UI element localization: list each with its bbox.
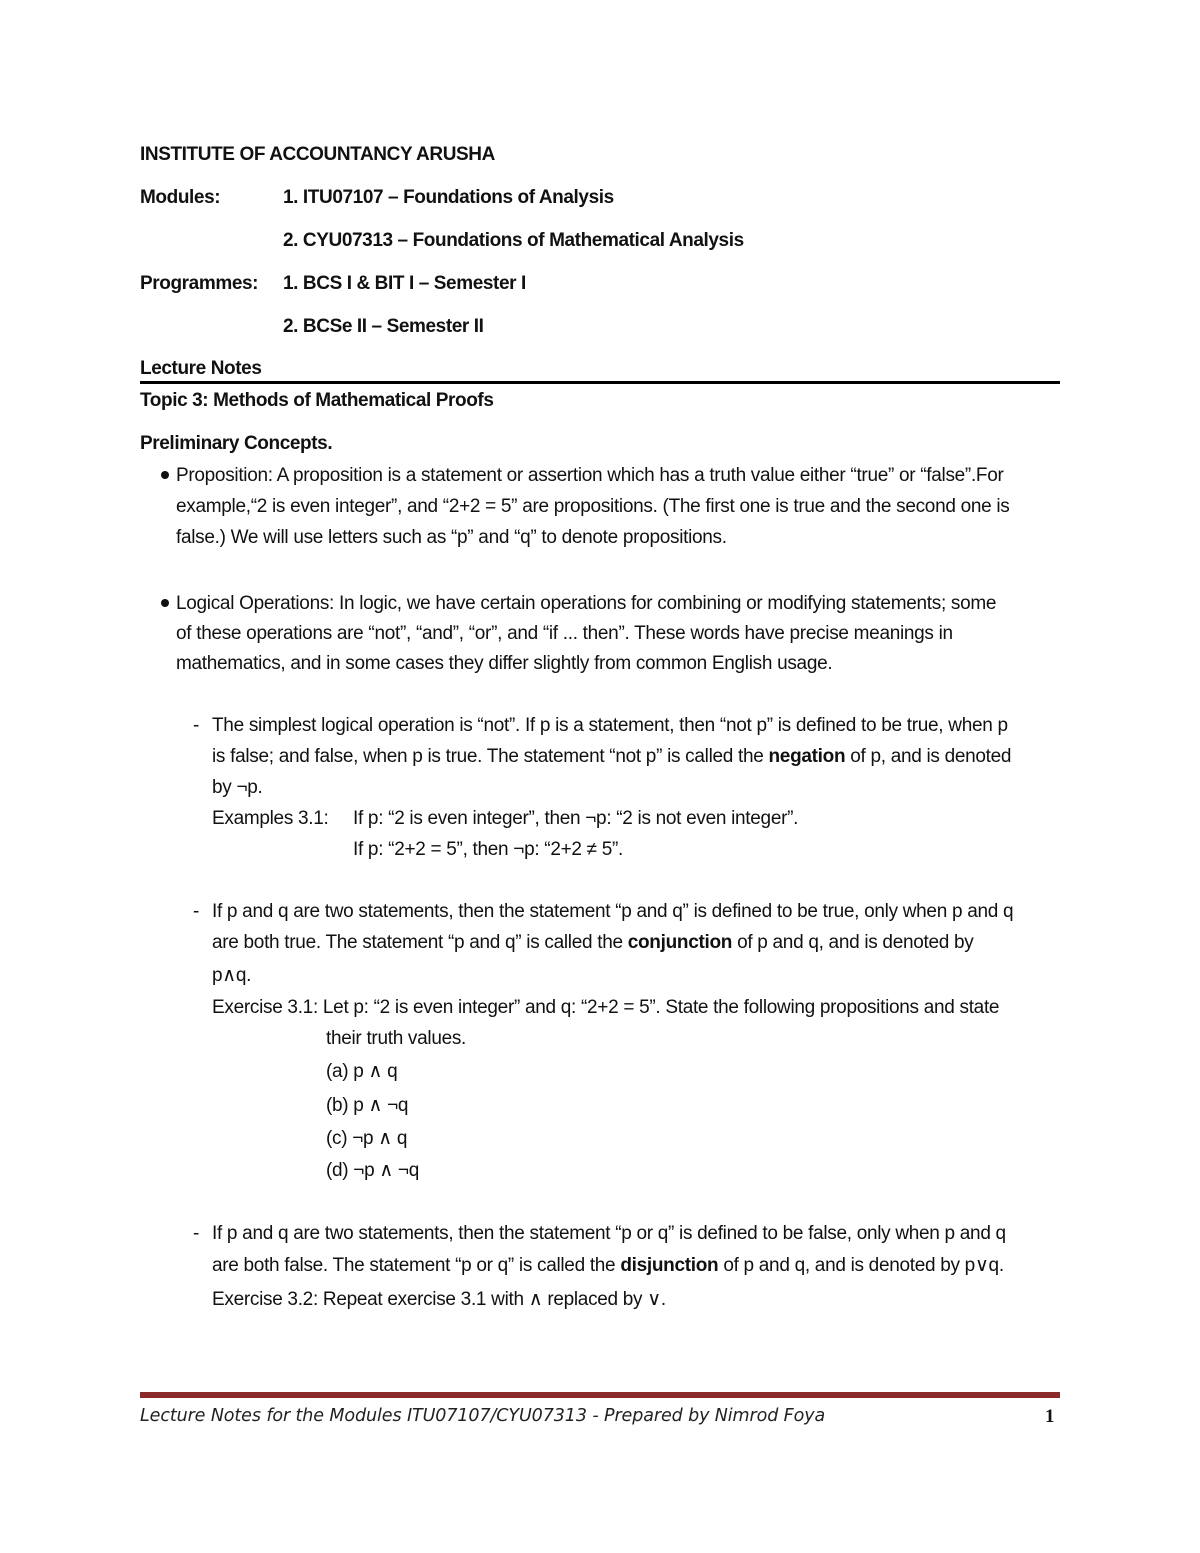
conjunction-text-a: are both true. The statement “p and q” is called the bbox=[212, 932, 628, 953]
example-2: If p: “2+2 = 5”, then ¬p: “2+2 ≠ 5”. bbox=[353, 839, 624, 860]
dash-marker: - bbox=[193, 1223, 200, 1244]
proposition-line-3: false.) We will use letters such as “p” and “q” to denote propositions. bbox=[176, 527, 727, 548]
conjunction-line-2 bbox=[212, 927, 973, 958]
programme-2: 2. BCSe II – Semester II bbox=[283, 316, 484, 337]
topic-title: Topic 3: Methods of Mathematical Proofs bbox=[140, 390, 494, 411]
negation-text-a: is false; and false, when p is true. The statement “not p” is called the bbox=[212, 746, 769, 767]
exercise-item-a: (a) p ∧ q bbox=[326, 1061, 398, 1082]
negation-line-1: The simplest logical operation is “not”. If p is a statement, then “not p” is defined to be true, when p bbox=[212, 715, 1008, 736]
negation-term: negation bbox=[768, 746, 846, 767]
footer-text: Lecture Notes for the Modules ITU07107/CYU07313 - Prepared by Nimrod Foya bbox=[140, 1406, 826, 1426]
conjunction-line-3: p∧q. bbox=[212, 965, 252, 986]
exercise-item-b: (b) p ∧ ¬q bbox=[326, 1095, 409, 1116]
programme-1: 1. BCS I & BIT I – Semester I bbox=[283, 273, 526, 294]
exercise-3-1-line-1: Exercise 3.1: Let p: “2 is even integer” and q: “2+2 = 5”. State the following propositions and state bbox=[212, 997, 1000, 1018]
dash-marker: - bbox=[193, 715, 200, 736]
logical-ops-line-1: Logical Operations: In logic, we have certain operations for combining or modifying statements; some bbox=[176, 593, 997, 614]
exercise-item-c: (c) ¬p ∧ q bbox=[326, 1128, 408, 1149]
lecture-notes-heading: Lecture Notes bbox=[140, 358, 262, 379]
programmes-label: Programmes: bbox=[140, 273, 259, 294]
conjunction-line-1: If p and q are two statements, then the statement “p and q” is defined to be true, only when p and q bbox=[212, 901, 1014, 922]
bullet-dot-icon bbox=[161, 599, 169, 607]
disjunction-line-2 bbox=[212, 1250, 1004, 1281]
exercise-3-1-line-2: their truth values. bbox=[326, 1028, 467, 1049]
conjunction-text-b: of p and q, and is denoted by bbox=[732, 932, 974, 953]
negation-text-b: of p, and is denoted bbox=[845, 746, 1012, 767]
example-1: If p: “2 is even integer”, then ¬p: “2 is not even integer”. bbox=[353, 808, 799, 829]
proposition-line-1: Proposition: A proposition is a statement or assertion which has a truth value either “true” or “false”.For bbox=[176, 465, 1004, 486]
module-1: 1. ITU07107 – Foundations of Analysis bbox=[283, 187, 614, 208]
disjunction-text-b: of p and q, and is denoted by p∨q. bbox=[718, 1255, 1004, 1276]
negation-line-3: by ¬p. bbox=[212, 777, 263, 798]
proposition-line-2: example,“2 is even integer”, and “2+2 = 5” are propositions. (The first one is true and the second one is bbox=[176, 496, 1010, 517]
bullet-dot-icon bbox=[161, 471, 169, 479]
disjunction-line-1: If p and q are two statements, then the statement “p or q” is defined to be false, only when p and q bbox=[212, 1223, 1006, 1244]
header-divider bbox=[140, 381, 1060, 384]
disjunction-term: disjunction bbox=[620, 1255, 719, 1276]
exercise-item-d: (d) ¬p ∧ ¬q bbox=[326, 1160, 419, 1181]
section-heading: Preliminary Concepts. bbox=[140, 433, 333, 454]
conjunction-term: conjunction bbox=[627, 932, 733, 953]
negation-line-2 bbox=[212, 741, 1011, 772]
disjunction-text-a: are both false. The statement “p or q” is called the bbox=[212, 1255, 621, 1276]
logical-ops-line-3: mathematics, and in some cases they differ slightly from common English usage. bbox=[176, 653, 833, 674]
module-2: 2. CYU07313 – Foundations of Mathematical Analysis bbox=[283, 230, 744, 251]
page-number: 1 bbox=[1045, 1406, 1055, 1427]
example-label: Examples 3.1: bbox=[212, 808, 329, 829]
footer-divider bbox=[140, 1392, 1060, 1398]
dash-marker: - bbox=[193, 901, 200, 922]
modules-label: Modules: bbox=[140, 187, 221, 208]
logical-ops-line-2: of these operations are “not”, “and”, “or”, and “if ... then”. These words have precise meanings in bbox=[176, 623, 953, 644]
exercise-3-2: Exercise 3.2: Repeat exercise 3.1 with ∧ replaced by ∨. bbox=[212, 1289, 666, 1310]
institute-title: INSTITUTE OF ACCOUNTANCY ARUSHA bbox=[140, 144, 495, 165]
